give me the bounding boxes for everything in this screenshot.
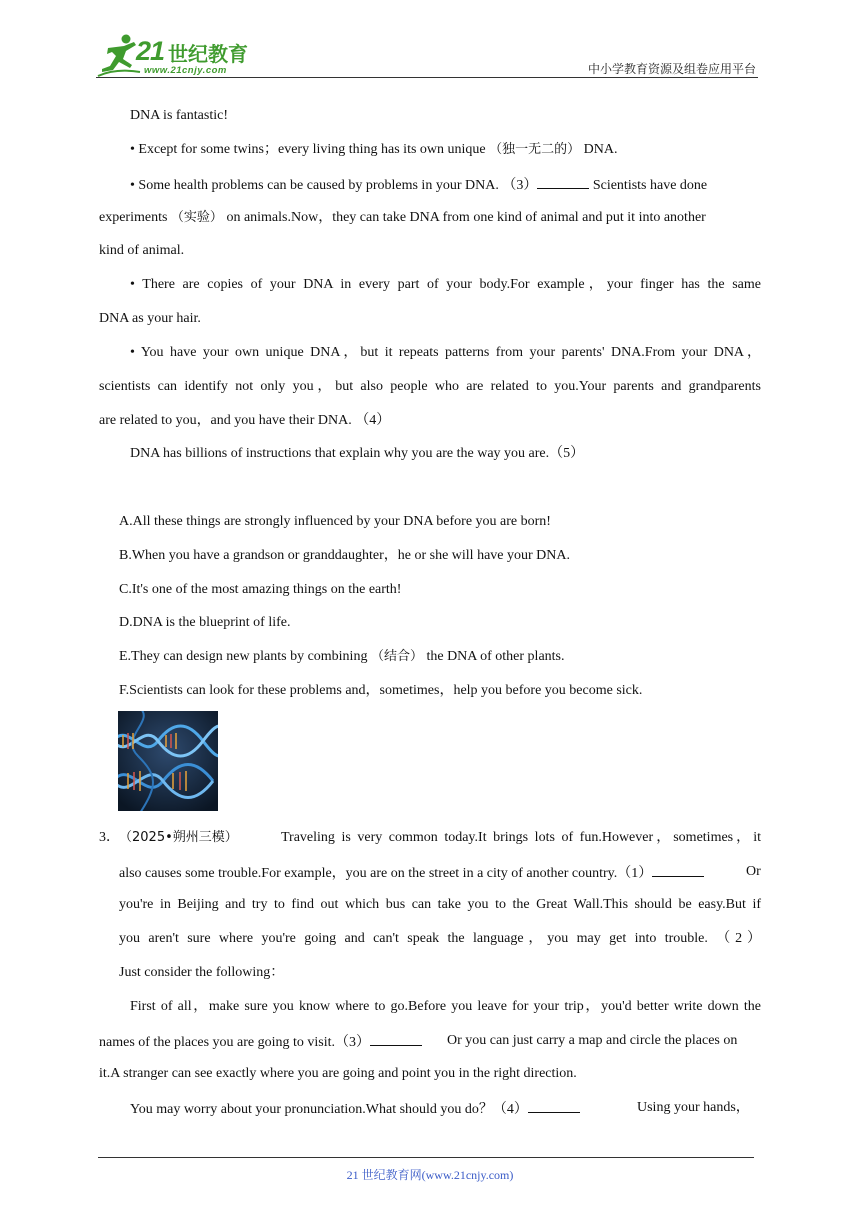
text: • Some health problems can be caused by problems in your DNA. （3） (130, 178, 538, 193)
text: experiments (99, 210, 171, 225)
question-3-source: （2025•朔州三模） (119, 830, 238, 845)
option-b: B.When you have a grandson or granddaughter，he or she will have your DNA. (119, 548, 570, 563)
question-3-line: it.A stranger can see exactly where you are going and point you in the right direction. (99, 1066, 577, 1081)
question-3-line: you aren't sure where you're going and can't speak the language，you may get into trouble. （2） (119, 931, 761, 946)
chinese-gloss: （独一无二的） (489, 142, 581, 157)
text: You may worry about your pronunciation.What should you do？（4） (130, 1102, 528, 1117)
answer-blank-3[interactable] (370, 1032, 422, 1046)
text: Scientists have done (589, 178, 708, 193)
footer-divider (98, 1157, 754, 1158)
text: also causes some trouble.For example，you are on the street in a city of another country.（1） (119, 866, 653, 881)
passage-line: are related to you，and you have their DNA. （4） (99, 413, 391, 428)
question-3-line: Traveling is very common today.It brings lots of fun.However，sometimes，it (281, 830, 761, 845)
option-c: C.It's one of the most amazing things on the earth! (119, 582, 402, 597)
passage-line (130, 175, 707, 194)
passage-line (99, 209, 706, 226)
chinese-gloss: （实验） (170, 210, 223, 225)
text: E.They can design new plants by combining (119, 649, 371, 664)
text: on animals.Now，they can take DNA from one kind of animal and put it into another (222, 210, 706, 225)
text: names of the places you are going to visit.（3） (99, 1035, 370, 1050)
dna-helix-image (118, 711, 218, 811)
question-3-line: Using your hands， (637, 1100, 750, 1115)
text: • Except for some twins；every living thing has its own unique (130, 142, 490, 157)
chinese-gloss: （结合） (370, 649, 423, 664)
text: DNA. (580, 142, 618, 157)
question-3-line: Or you can just carry a map and circle the places on (447, 1033, 738, 1048)
platform-title: 中小学教育资源及组卷应用平台 (587, 62, 756, 76)
question-3-line (130, 1099, 580, 1118)
question-3-line (119, 863, 704, 882)
question-3-line (99, 1032, 422, 1051)
site-logo[interactable] (96, 32, 266, 78)
answer-blank-1[interactable] (652, 863, 704, 877)
header-divider (96, 77, 758, 78)
answer-blank-4[interactable] (528, 1099, 580, 1113)
question-3-line: First of all，make sure you know where to go.Before you leave for your trip，you'd better write down the (130, 999, 761, 1014)
question-3-line: you're in Beijing and try to find out which bus can take you to the Great Wall.This should be easy.But if (119, 897, 761, 912)
passage-line: DNA is fantastic! (130, 108, 228, 123)
passage-line (130, 141, 618, 158)
answer-blank-3[interactable] (537, 175, 589, 189)
footer-link[interactable]: 21 世纪教育网(www.21cnjy.com) (346, 1168, 514, 1182)
passage-line: kind of animal. (99, 243, 185, 258)
option-a: A.All these things are strongly influenced by your DNA before you are born! (119, 514, 551, 529)
passage-line: • You have your own unique DNA，but it repeats patterns from your parents' DNA.From your DNA， (130, 345, 761, 360)
option-e (119, 648, 565, 665)
passage-line: DNA has billions of instructions that explain why you are the way you are.（5） (130, 446, 585, 461)
text: the DNA of other plants. (422, 649, 565, 664)
passage-line: DNA as your hair. (99, 311, 201, 326)
logo-number: 21 (136, 36, 165, 66)
logo-url: www.21cnjy.com (144, 65, 227, 76)
question-3-line: Or (746, 864, 761, 879)
logo-chinese-text: 世纪教育 (168, 42, 248, 66)
option-f: F.Scientists can look for these problems and，sometimes，help you before you become sick. (119, 683, 643, 698)
passage-line: scientists can identify not only you，but also people who are related to you.Your parents and grandparents (99, 379, 761, 394)
passage-line: • There are copies of your DNA in every part of your body.For example，your finger has the same (130, 277, 761, 292)
page-header (96, 32, 758, 78)
question-3-line: Just consider the following： (119, 965, 285, 980)
question-3-number: 3． (99, 830, 120, 845)
option-d: D.DNA is the blueprint of life. (119, 615, 291, 630)
